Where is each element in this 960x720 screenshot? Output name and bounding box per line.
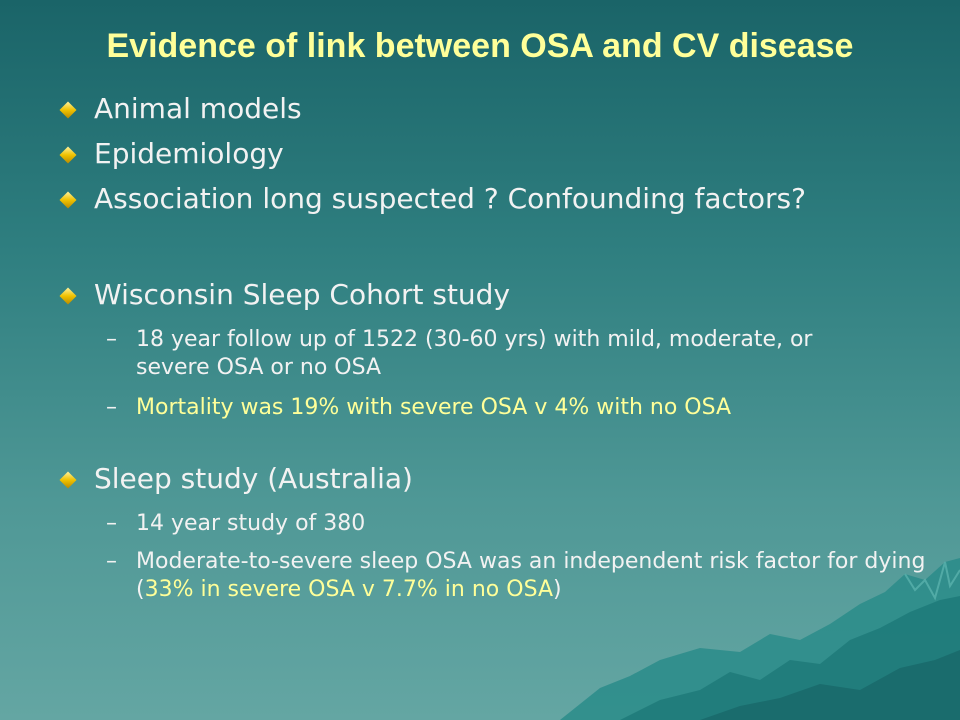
sub-bullet-highlight: 33% in severe OSA v 7.7% in no OSA bbox=[144, 577, 553, 602]
sub-bullet-item bbox=[58, 510, 938, 538]
dash-bullet-icon: – bbox=[106, 511, 117, 536]
bullet-text: Association long suspected ? Confounding factors? bbox=[94, 182, 806, 215]
sub-bullet-text: 14 year study of 380 bbox=[136, 511, 366, 536]
bullet-item bbox=[58, 92, 938, 126]
sub-bullet-item bbox=[58, 394, 938, 422]
sub-bullet-text: Mortality was 19% with severe OSA v 4% with no OSA bbox=[136, 395, 732, 420]
sub-bullet-item bbox=[58, 548, 926, 604]
bullet-list bbox=[58, 92, 938, 604]
sub-bullet-text: 18 year follow up of 1522 (30-60 yrs) with mild, moderate, or severe OSA or no OSA bbox=[136, 327, 813, 380]
diamond-bullet-icon bbox=[60, 147, 77, 164]
diamond-bullet-icon bbox=[60, 472, 77, 489]
sub-bullet-item bbox=[58, 326, 876, 382]
dash-bullet-icon: – bbox=[106, 327, 117, 352]
bullet-text: Sleep study (Australia) bbox=[94, 462, 413, 495]
sub-bullet-text-prefix: Moderate-to-severe sleep OSA was an independent risk factor for dying ( bbox=[136, 549, 926, 602]
sub-bullet-text-suffix: ) bbox=[553, 577, 562, 602]
diamond-bullet-icon bbox=[60, 192, 77, 209]
bullet-item bbox=[58, 462, 938, 496]
bullet-text: Animal models bbox=[94, 92, 302, 125]
bullet-item bbox=[58, 182, 834, 216]
slide-title: Evidence of link between OSA and CV disease bbox=[106, 27, 854, 65]
bullet-item bbox=[58, 137, 938, 171]
dash-bullet-icon: – bbox=[106, 395, 117, 420]
diamond-bullet-icon bbox=[60, 288, 77, 305]
diamond-bullet-icon bbox=[60, 102, 77, 119]
bullet-text: Wisconsin Sleep Cohort study bbox=[94, 278, 511, 311]
bullet-item bbox=[58, 278, 938, 312]
bullet-text: Epidemiology bbox=[94, 137, 284, 170]
dash-bullet-icon: – bbox=[106, 549, 117, 574]
